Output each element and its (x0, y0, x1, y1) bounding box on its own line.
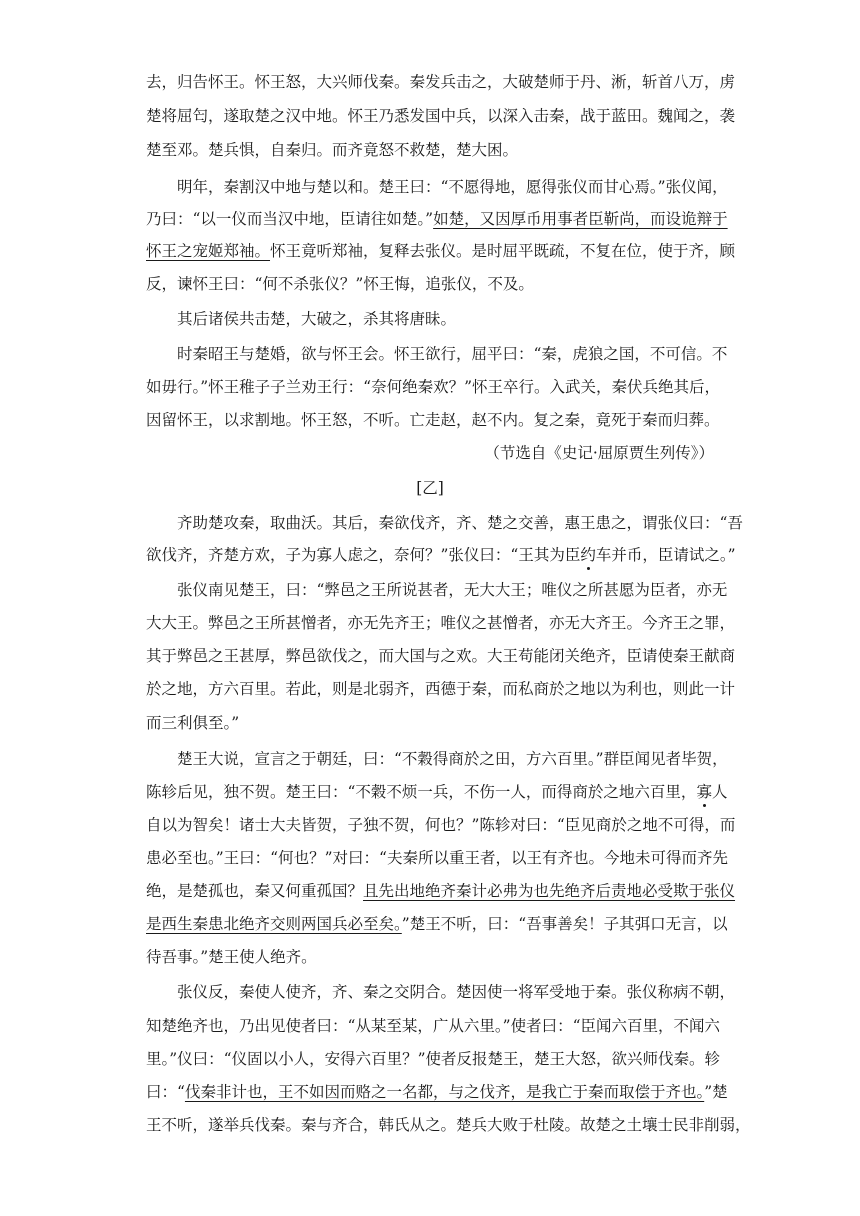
emphasis-dot-char: 约 (580, 546, 596, 564)
source-citation: （节选自《史记·屈原贾生列传》） (484, 444, 714, 462)
text-segment: ”楚王不听，曰：“吾事善矣！子其弭口无言，以 (401, 915, 728, 933)
text-line (146, 241, 736, 261)
text-line: 待吾事。”楚王使人绝齐。 (146, 948, 317, 966)
underlined-sentence: 如楚，又因厚币用事者臣靳尚，而设诡辩于 (433, 210, 728, 228)
text-segment: ”楚 (704, 1083, 728, 1101)
text-line: 於之地，方六百里。若此，则是北弱齐，西德于秦，而私商於之地以为利也，则此一计 (146, 680, 736, 698)
emphasis-dot-char: 寡 (696, 783, 712, 801)
text-line: 时秦昭王与楚婚，欲与怀王会。怀王欲行，屈平曰：“秦，虎狼之国，不可信。不 (177, 345, 728, 363)
section-heading: [乙] (416, 479, 444, 497)
text-segment: 怀王竟听郑袖，复释去张仪。是时屈平既疏，不复在位，使于齐，顾 (270, 242, 736, 260)
text-line: 其于弊邑之王甚厚，弊邑欲伐之，而大国与之欢。大王苟能闭关绝齐，臣请使秦王献商 (146, 647, 736, 665)
text-line: 张仪南见楚王，曰：“弊邑之王所说甚者，无大大王；唯仪之所甚愿为臣者，亦无 (177, 581, 728, 599)
text-line: 知楚绝齐也，乃出见使者曰：“从某至某，广从六里。”使者曰：“臣闻六百里，不闻六 (146, 1017, 721, 1035)
text-line: 因留怀王，以求割地。怀王怒，不听。亡走赵，赵不内。复之秦，竟死于秦而归葬。 (146, 411, 720, 429)
text-segment: 曰：“ (146, 1083, 185, 1101)
text-line: 患必至也。”王曰：“何也？”对曰：“夫秦所以重王者，以王有齐也。今地未可得而齐先 (146, 849, 728, 867)
text-line (146, 1082, 728, 1102)
text-line: 里。”仪曰：“仪固以小人，安得六百里？”使者反报楚王，楚王大怒，欲兴师伐秦。轸 (146, 1050, 721, 1068)
text-line: 反，谏怀王曰：“何不杀张仪？”怀王悔，追张仪，不及。 (146, 275, 534, 293)
text-line: 楚王大说，宣言之于朝廷，曰：“不穀得商於之田，方六百里。”群臣闻见者毕贺， (177, 750, 728, 768)
underlined-sentence: 怀王之宠姬郑袖。 (146, 242, 271, 260)
text-line: 如毋行。”怀王稚子子兰劝王行：“奈何绝秦欢？”怀王卒行。入武关，秦伏兵绝其后， (146, 378, 721, 396)
text-line (146, 881, 736, 901)
text-line: 王不听，遂举兵伐秦。秦与齐合，韩氏从之。楚兵大败于杜陵。故楚之土壤士民非削弱， (146, 1116, 751, 1134)
underlined-sentence: 伐秦非计也，王不如因而赂之一名都，与之伐齐，是我亡于秦而取偿于齐也。 (184, 1083, 705, 1101)
text-line: 自以为智矣！诸士大夫皆贺，子独不贺，何也？”陈轸对曰：“臣见商於之地不可得，而 (146, 816, 736, 834)
text-line: 楚将屈匄，遂取楚之汉中地。怀王乃悉发国中兵，以深入击秦，战于蓝田。魏闻之，袭 (146, 107, 736, 125)
text-line: 张仪反，秦使人使齐，齐、秦之交阴合。楚因使一将军受地于秦。张仪称病不朝， (177, 983, 736, 1001)
text-line: 而三利俱至。” (146, 714, 240, 732)
text-line (146, 914, 728, 934)
underlined-sentence: 且先出地绝齐秦计必弗为也先绝齐后责地必受欺于张仪 (363, 882, 736, 900)
text-segment: 绝，是楚孤也，秦又何重孤国？ (146, 882, 364, 900)
underlined-sentence: 是西生秦患北绝齐交则两国兵必至矣。 (146, 915, 402, 933)
text-line: 去，归告怀王。怀王怒，大兴师伐秦。秦发兵击之，大破楚师于丹、淅，斩首八万，虏 (146, 73, 736, 91)
text-line: 欲伐齐，齐楚方欢，子为寡人虑之，奈何？”张仪曰：“王其为臣约车并币，臣请试之。” (146, 546, 736, 564)
text-line: 大大王。弊邑之王所甚憎者，亦无先齐王；唯仪之甚憎者，亦无大齐王。今齐王之罪， (146, 614, 736, 632)
text-line: 陈轸后见，独不贺。楚王曰：“不穀不烦一兵，不伤一人，而得商於之地六百里，寡人 (146, 783, 728, 801)
text-line (146, 209, 728, 229)
text-line: 楚至邓。楚兵惧，自秦归。而齐竟怒不救楚，楚大困。 (146, 141, 519, 159)
text-line: 齐助楚攻秦，取曲沃。其后，秦欲伐齐，齐、楚之交善，惠王患之，谓张仪曰：“吾 (177, 514, 743, 532)
text-line: 其后诸侯共击楚，大破之，杀其将唐昧。 (177, 310, 457, 328)
text-line: 明年，秦割汉中地与楚以和。楚王曰：“不愿得地，愿得张仪而甘心焉。”张仪闻， (177, 178, 728, 196)
text-segment: 乃曰：“以一仪而当汉中地，臣请往如楚。” (146, 210, 434, 228)
